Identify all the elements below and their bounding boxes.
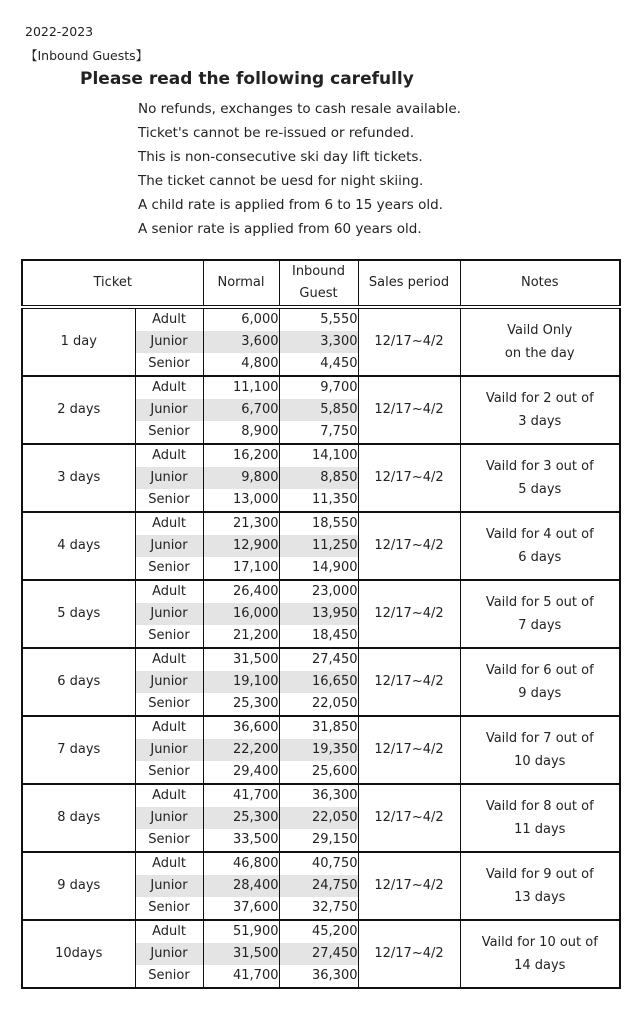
- inbound-price-cell: 22,050: [279, 693, 358, 716]
- table-row: [22, 376, 620, 399]
- age-category-cell: Junior: [135, 603, 203, 625]
- notice-item: The ticket cannot be uesd for night skiing.: [138, 173, 424, 189]
- notice-item: A child rate is applied from 6 to 15 years old.: [138, 197, 443, 213]
- age-category-cell: Junior: [135, 331, 203, 353]
- inbound-price-cell: 36,300: [279, 965, 358, 988]
- table-row: [22, 512, 620, 535]
- inbound-price-cell: 5,550: [279, 307, 358, 331]
- sales-period-cell: 12/17~4/2: [358, 307, 460, 376]
- age-category-cell: Adult: [135, 920, 203, 943]
- normal-price-cell: 46,800: [203, 852, 279, 875]
- age-category-cell: Senior: [135, 965, 203, 988]
- age-category-cell: Junior: [135, 739, 203, 761]
- table-row: [22, 444, 620, 467]
- inbound-price-cell: 11,250: [279, 535, 358, 557]
- inbound-price-cell: 36,300: [279, 784, 358, 807]
- inbound-price-cell: 27,450: [279, 648, 358, 671]
- normal-price-cell: 26,400: [203, 580, 279, 603]
- normal-price-cell: 12,900: [203, 535, 279, 557]
- inbound-price-cell: 23,000: [279, 580, 358, 603]
- inbound-price-cell: 9,700: [279, 376, 358, 399]
- table-row: [22, 648, 620, 671]
- ticket-days-cell: 8 days: [22, 784, 135, 852]
- inbound-price-cell: 14,100: [279, 444, 358, 467]
- notice-item: Ticket's cannot be re-issued or refunded.: [138, 125, 415, 141]
- col-inbound-header: [279, 260, 358, 307]
- inbound-price-cell: 5,850: [279, 399, 358, 421]
- normal-price-cell: 29,400: [203, 761, 279, 784]
- validity-note-line: 10 days: [514, 754, 566, 769]
- age-category-cell: Adult: [135, 307, 203, 331]
- sales-period-cell: 12/17~4/2: [358, 376, 460, 444]
- normal-price-cell: 21,300: [203, 512, 279, 535]
- sales-period-cell: 12/17~4/2: [358, 784, 460, 852]
- validity-note-cell: [460, 784, 620, 852]
- normal-price-cell: 25,300: [203, 693, 279, 716]
- age-category-cell: Senior: [135, 829, 203, 852]
- sales-period-cell: 12/17~4/2: [358, 444, 460, 512]
- validity-note-cell: [460, 648, 620, 716]
- validity-note-line: on the day: [504, 346, 575, 361]
- inbound-price-cell: 7,750: [279, 421, 358, 444]
- inbound-price-cell: 40,750: [279, 852, 358, 875]
- age-category-cell: Senior: [135, 761, 203, 784]
- age-category-cell: Adult: [135, 512, 203, 535]
- validity-note-line: Vaild for 4 out of: [485, 527, 594, 542]
- age-category-cell: Adult: [135, 376, 203, 399]
- sales-period-cell: 12/17~4/2: [358, 648, 460, 716]
- inbound-price-cell: 13,950: [279, 603, 358, 625]
- normal-price-cell: 28,400: [203, 875, 279, 897]
- col-sales-period-header: Sales period: [358, 260, 460, 307]
- table-row: [22, 852, 620, 875]
- normal-price-cell: 13,000: [203, 489, 279, 512]
- ticket-days-cell: 6 days: [22, 648, 135, 716]
- validity-note-line: Vaild for 6 out of: [485, 663, 594, 678]
- validity-note-cell: [460, 376, 620, 444]
- age-category-cell: Senior: [135, 693, 203, 716]
- notice-item: A senior rate is applied from 60 years old.: [138, 221, 422, 237]
- age-category-cell: Junior: [135, 875, 203, 897]
- validity-note-cell: [460, 580, 620, 648]
- normal-price-cell: 4,800: [203, 353, 279, 376]
- normal-price-cell: 16,200: [203, 444, 279, 467]
- normal-price-cell: 21,200: [203, 625, 279, 648]
- inbound-price-cell: 4,450: [279, 353, 358, 376]
- category-label: 【Inbound Guests】: [25, 48, 149, 63]
- validity-note-line: Vaild for 10 out of: [481, 935, 598, 950]
- table-row: [22, 580, 620, 603]
- ticket-days-cell: 2 days: [22, 376, 135, 444]
- age-category-cell: Senior: [135, 625, 203, 648]
- table-row: [22, 784, 620, 807]
- age-category-cell: Junior: [135, 535, 203, 557]
- ticket-days-cell: 7 days: [22, 716, 135, 784]
- table-header-row: [22, 260, 620, 307]
- inbound-price-cell: 19,350: [279, 739, 358, 761]
- age-category-cell: Adult: [135, 444, 203, 467]
- col-ticket-header: Ticket: [22, 260, 203, 307]
- normal-price-cell: 22,200: [203, 739, 279, 761]
- validity-note-line: 7 days: [518, 618, 562, 633]
- normal-price-cell: 51,900: [203, 920, 279, 943]
- validity-note-cell: [460, 852, 620, 920]
- normal-price-cell: 16,000: [203, 603, 279, 625]
- inbound-price-cell: 16,650: [279, 671, 358, 693]
- inbound-price-cell: 11,350: [279, 489, 358, 512]
- validity-note-line: Vaild for 2 out of: [485, 391, 594, 406]
- col-notes-header: Notes: [460, 260, 620, 307]
- inbound-price-cell: 24,750: [279, 875, 358, 897]
- validity-note-line: 5 days: [518, 482, 562, 497]
- normal-price-cell: 8,900: [203, 421, 279, 444]
- sales-period-cell: 12/17~4/2: [358, 920, 460, 988]
- inbound-price-cell: 32,750: [279, 897, 358, 920]
- age-category-cell: Adult: [135, 716, 203, 739]
- validity-note-cell: [460, 716, 620, 784]
- sales-period-cell: 12/17~4/2: [358, 580, 460, 648]
- ticket-days-cell: 1 day: [22, 307, 135, 376]
- inbound-price-cell: 31,850: [279, 716, 358, 739]
- ticket-days-cell: 3 days: [22, 444, 135, 512]
- notice-list: [138, 97, 461, 241]
- inbound-price-cell: 45,200: [279, 920, 358, 943]
- normal-price-cell: 41,700: [203, 965, 279, 988]
- normal-price-cell: 11,100: [203, 376, 279, 399]
- sales-period-cell: 12/17~4/2: [358, 716, 460, 784]
- age-category-cell: Adult: [135, 784, 203, 807]
- normal-price-cell: 6,700: [203, 399, 279, 421]
- inbound-price-cell: 18,450: [279, 625, 358, 648]
- normal-price-cell: 6,000: [203, 307, 279, 331]
- inbound-price-cell: 22,050: [279, 807, 358, 829]
- normal-price-cell: 3,600: [203, 331, 279, 353]
- validity-note-line: Vaild for 8 out of: [485, 799, 594, 814]
- normal-price-cell: 33,500: [203, 829, 279, 852]
- validity-note-line: Vaild for 7 out of: [485, 731, 594, 746]
- ticket-days-cell: 9 days: [22, 852, 135, 920]
- inbound-price-cell: 14,900: [279, 557, 358, 580]
- age-category-cell: Adult: [135, 852, 203, 875]
- validity-note-cell: [460, 512, 620, 580]
- inbound-price-cell: 18,550: [279, 512, 358, 535]
- sales-period-cell: 12/17~4/2: [358, 512, 460, 580]
- normal-price-cell: 19,100: [203, 671, 279, 693]
- age-category-cell: Senior: [135, 897, 203, 920]
- validity-note-line: 9 days: [518, 686, 562, 701]
- table-row: [22, 307, 620, 331]
- age-category-cell: Adult: [135, 648, 203, 671]
- inbound-price-cell: 8,850: [279, 467, 358, 489]
- validity-note-line: Vaild for 3 out of: [485, 459, 594, 474]
- ticket-days-cell: 4 days: [22, 512, 135, 580]
- notice-heading: Please read the following carefully: [80, 69, 414, 89]
- normal-price-cell: 9,800: [203, 467, 279, 489]
- normal-price-cell: 31,500: [203, 648, 279, 671]
- validity-note-cell: [460, 444, 620, 512]
- age-category-cell: Senior: [135, 489, 203, 512]
- inbound-price-cell: 27,450: [279, 943, 358, 965]
- col-inbound-header-line2: Guest: [299, 286, 338, 301]
- normal-price-cell: 36,600: [203, 716, 279, 739]
- sales-period-cell: 12/17~4/2: [358, 852, 460, 920]
- notice-item: This is non-consecutive ski day lift tickets.: [138, 149, 423, 165]
- table-row: [22, 716, 620, 739]
- price-table-body: [22, 307, 620, 988]
- season-label: 2022-2023: [25, 24, 94, 39]
- col-inbound-header-line1: Inbound: [291, 264, 345, 279]
- age-category-cell: Junior: [135, 467, 203, 489]
- age-category-cell: Senior: [135, 557, 203, 580]
- normal-price-cell: 31,500: [203, 943, 279, 965]
- age-category-cell: Junior: [135, 399, 203, 421]
- price-table: [21, 259, 621, 989]
- validity-note-line: 13 days: [514, 890, 566, 905]
- notice-item: No refunds, exchanges to cash resale available.: [138, 101, 461, 117]
- validity-note-line: 11 days: [514, 822, 566, 837]
- age-category-cell: Senior: [135, 353, 203, 376]
- age-category-cell: Junior: [135, 671, 203, 693]
- age-category-cell: Senior: [135, 421, 203, 444]
- validity-note-cell: [460, 920, 620, 988]
- normal-price-cell: 41,700: [203, 784, 279, 807]
- age-category-cell: Adult: [135, 580, 203, 603]
- normal-price-cell: 37,600: [203, 897, 279, 920]
- inbound-price-cell: 25,600: [279, 761, 358, 784]
- col-normal-header: Normal: [203, 260, 279, 307]
- table-row: [22, 920, 620, 943]
- validity-note-line: 6 days: [518, 550, 562, 565]
- ticket-days-cell: 5 days: [22, 580, 135, 648]
- validity-note-line: Vaild for 5 out of: [485, 595, 594, 610]
- validity-note-line: Vaild Only: [507, 323, 573, 338]
- inbound-price-cell: 3,300: [279, 331, 358, 353]
- normal-price-cell: 17,100: [203, 557, 279, 580]
- age-category-cell: Junior: [135, 943, 203, 965]
- age-category-cell: Junior: [135, 807, 203, 829]
- inbound-price-cell: 29,150: [279, 829, 358, 852]
- ticket-days-cell: 10days: [22, 920, 135, 988]
- validity-note-line: 3 days: [518, 414, 562, 429]
- validity-note-line: 14 days: [514, 958, 566, 973]
- validity-note-line: Vaild for 9 out of: [485, 867, 594, 882]
- normal-price-cell: 25,300: [203, 807, 279, 829]
- validity-note-cell: [460, 307, 620, 376]
